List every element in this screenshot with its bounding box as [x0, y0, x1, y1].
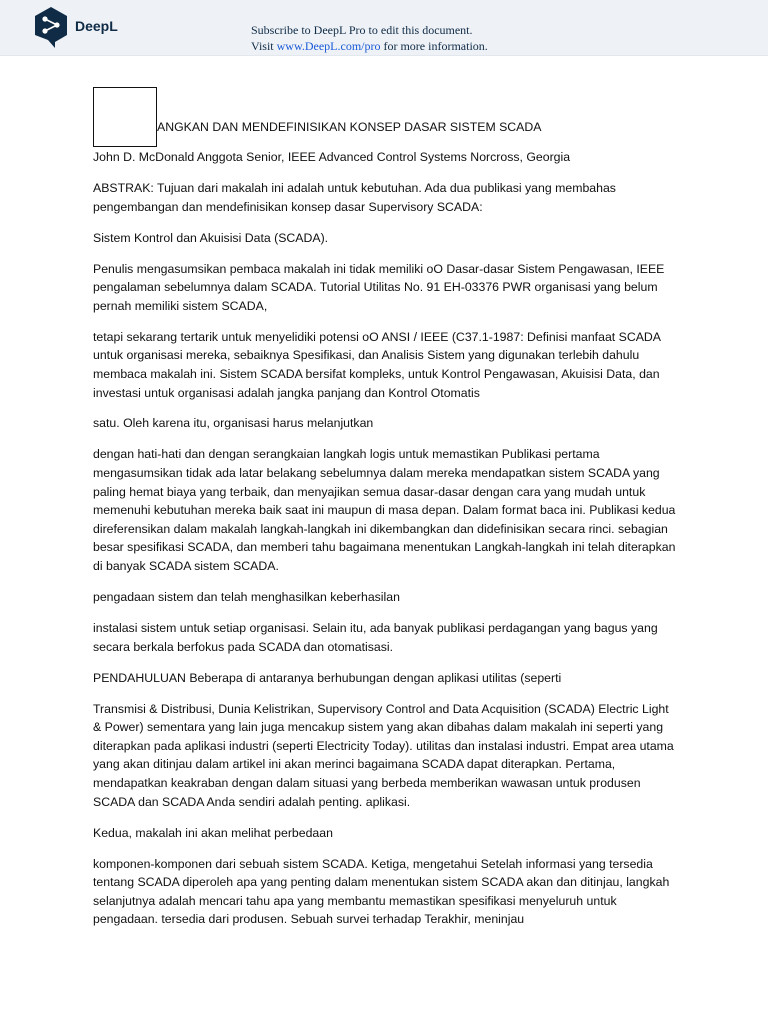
paragraph: Sistem Kontrol dan Akuisisi Data (SCADA).	[93, 230, 329, 245]
deepl-logo[interactable]	[33, 5, 153, 51]
paragraph: pengadaan sistem dan telah menghasilkan keberhasilan	[93, 590, 400, 605]
promo-after-text: for more information.	[380, 39, 488, 53]
paragraph: satu. Oleh karena itu, organisasi harus melanjutkan	[93, 416, 374, 431]
document-title: ANGKAN DAN MENDEFINISIKAN KONSEP DASAR SISTEM SCADA	[157, 120, 542, 134]
promo-line-2	[251, 38, 488, 54]
deepl-banner	[0, 0, 768, 56]
promo-line-1: Subscribe to DeepL Pro to edit this document.	[251, 23, 473, 37]
paragraph: Kedua, makalah ini akan melihat perbedaan	[93, 825, 333, 840]
promo-visit-text: Visit	[251, 39, 277, 53]
paragraph-author: John D. McDonald Anggota Senior, IEEE Advanced Control Systems Norcross, Georgia	[93, 150, 571, 164]
paragraph: tetapi sekarang tertarik untuk menyelidiki potensi oO ANSI / IEEE (C37.1-1987: Definisi manfaat SCADA untuk organisasi mereka, sebaiknya Spesifikasi, dan Analisis Sistem yang digunakan terlebih dahulu membaca makalah ini. Sistem SCADA bersifat kompleks, untuk Kontrol Pengawasan, Akuisisi Data, dan investasi untuk organisasi adalah jangka panjang dan Kontrol Otomatis	[93, 329, 661, 400]
paragraph-introduction: PENDAHULUAN Beberapa di antaranya berhubungan dengan aplikasi utilitas (seperti	[93, 670, 562, 685]
paragraph: Transmisi & Distribusi, Dunia Kelistrikan, Supervisory Control and Data Acquisition (SCADA) Electric Light & Power) sementara yang lain juga mencakup sistem yang akan dibahas dalam makalah ini seperti yang diterapkan pada aplikasi industri (seperti Electricity Today). utilitas dan instalasi industri. Empat area utama yang akan ditinjau dalam artikel ini akan merinci bagaimana SCADA dapat diterapkan. Pertama, mendapatkan keakraban dengan dalam situasi yang berbeda memberikan wawasan untuk produsen SCADA dan SCADA Anda sendiri adalah penting. aplikasi.	[93, 701, 674, 809]
deepl-logo-icon	[33, 5, 69, 49]
deepl-logo-text: DeepL	[75, 18, 118, 34]
paragraph: instalasi sistem untuk setiap organisasi. Selain itu, ada banyak publikasi perdagangan yang bagus yang secara berkala berfokus pada SCADA dan otomatisasi.	[93, 621, 658, 654]
paragraph: Penulis mengasumsikan pembaca makalah ini tidak memiliki oO Dasar-dasar Sistem Pengawasan, IEEE pengalaman sebelumnya dalam SCADA. Tutorial Utilitas No. 91 EH-03376 PWR organisasi yang belum pernah memiliki sistem SCADA,	[93, 261, 665, 313]
paragraph-abstract: ABSTRAK: Tujuan dari makalah ini adalah untuk kebutuhan. Ada dua publikasi yang membahas pengembangan dan mendefinisikan konsep dasar Supervisory SCADA:	[93, 180, 616, 214]
document-body	[93, 148, 678, 941]
image-placeholder	[93, 87, 157, 147]
deepl-pro-link[interactable]: www.DeepL.com/pro	[276, 39, 381, 53]
promo-message	[251, 22, 488, 54]
paragraph: komponen-komponen dari sebuah sistem SCADA. Ketiga, mengetahui Setelah informasi yang tersedia tentang SCADA diperoleh apa yang penting dalam menentukan sistem SCADA akan dan ditinjau, langkah selanjutnya adalah mencari tahu apa yang membantu memastikan spesifikasi menyeluruh untuk pengadaan. tersedia dari produsen. Sebuah survei terhadap Terakhir, meninjau	[93, 856, 670, 927]
paragraph: dengan hati-hati dan dengan serangkaian langkah logis untuk memastikan Publikasi pertama mengasumsikan tidak ada latar belakang sebelumnya dalam mereka mendapatkan sistem SCADA yang paling hemat biaya yang terbaik, dan menyajikan semua dasar-dasar dengan cara yang mudah untuk memenuhi kebutuhan mereka baik saat ini maupun di masa depan. Dalam format baca ini. Publikasi kedua direferensikan dalam makalah langkah-langkah ini dikembangkan dan didefinisikan secara rinci. sebagian besar spesifikasi SCADA, dan memberi tahu bagaimana menentukan Langkah-langkah ini telah diterapkan di banyak SCADA sistem SCADA.	[93, 447, 676, 574]
